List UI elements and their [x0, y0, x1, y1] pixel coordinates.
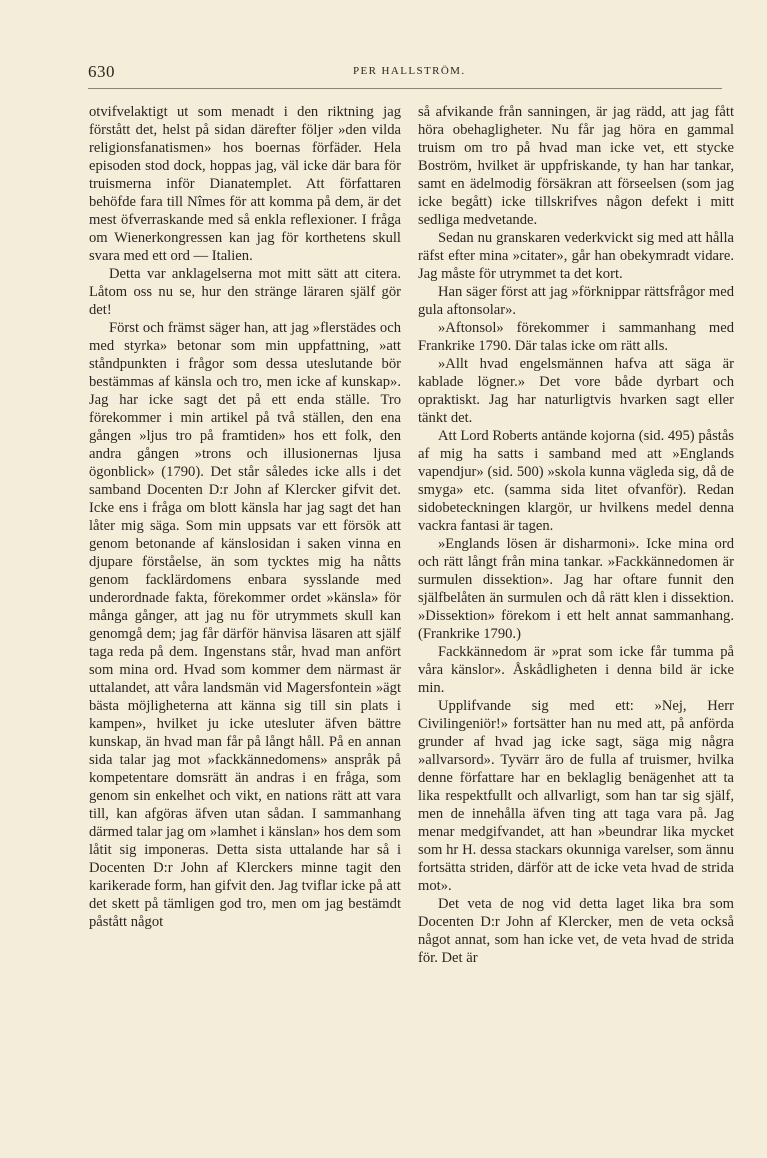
right-column — [418, 103, 734, 967]
paragraph: »Allt hvad engelsmännen hafva att säga är kablade lögner.» Det vore både dyrbart och opraktiskt. Jag har naturligtvis hvarken sagt eller tänkt det. — [418, 356, 734, 426]
left-column — [89, 103, 401, 931]
paragraph: »Englands lösen är disharmoni». Icke mina ord och rätt långt från mina tankar. »Fackkännedomen är surmulen dissektion». Jag har oftare funnit den själfbelåten än surmulen och då rätt klen i dissektion. »Dissektion» förekom i ett helt annat sammanhang. (Frankrike 1790.) — [418, 536, 734, 642]
paragraph: Upplifvande sig med ett: »Nej, Herr Civilingeniör!» fortsätter han nu med att, på anförda grunder af hvad jag icke sagt, säga mig några »allvarsord». Tyvärr äro de fulla af truismer, hvilka denne författare har en beklaglig benägenhet att ta lika respektfullt och allvarligt, som han tar sig själf, men de innehålla äfven ting att taga vara på. Jag menar medgifvandet, att han »beundrar lika mycket som hr H. dessa stackars okunniga varelser, som ännu fortsätta striden, därför att de icke veta hvad de strida mot». — [418, 698, 734, 894]
paragraph: Det veta de nog vid detta laget lika bra som Docenten D:r John af Klercker, men de veta också något annat, som han icke vet, de veta hvad de strida för. Det är — [418, 896, 734, 966]
paragraph: otvifvelaktigt ut som menadt i den riktning jag förstått det, helst på sidan därefter följer »den vilda religionsfanatismen» hos boernas förfäder. Hela episoden stod dock, hoppas jag, väl icke där bara för truismerna inför Dianatemplet. Att författaren behöfde fara till Nîmes för att komma på dem, är det mest öfverraskande med så enkla reflexioner. I fråga om Wienerkongressen kan jag för korthetens skull svara med ett ord — Italien. — [89, 104, 401, 264]
paragraph: »Aftonsol» förekommer i sammanhang med Frankrike 1790. Där talas icke om rätt alls. — [418, 320, 734, 354]
paragraph: Först och främst säger han, att jag »flerstädes och med styrka» betonar som min uppfattning, »att ståndpunkten i frågor som dessa uteslutande bör bestämmas af känsla och tro, men icke af kunskap». Jag har icke sagt det på ett enda ställe. Tro förekommer i min artikel på två ställen, den ena gången »ljus tro på framtiden» hos ett folk, den andra gången »trons och illusionernas ljusa ögonblick» (1790). Det står således icke alls i det samband Docenten D:r John af Klercker gifvit det. Icke ens i fråga om blott känsla har jag sagt det han låter mig säga. Som min uppsats var ett försök att genom betonande af känslosidan i saken vinna en djupare förståelse, än som tycktes mig ha nåtts genom facklärdomens enbara sysslande med underordnade fakta, förekommer ordet »känsla» för många gånger, att jag nu för utrymmets skull kan genomgå dem; jag får därför hänvisa läsaren att själf taga reda på dem. Ingenstans står, hvad man anfört som mina ord. Hvad som kommer dem närmast är uttalandet, att våra landsmän vid Magersfontein »ägt bästa möjligheterna att känna sig till sin plats i kampen», hvilket ju icke utesluter äfven bättre kunskap, än hvad man får på långt håll. På en annan sida talar jag mot »fackkännedomens» anspråk på kompetentare domsrätt än andras i en fråga, som genom sin enkelhet och vikt, en nations rätt att vara till, kan afgöras äfven utan sådan. I sammanhang därmed talar jag om »lamhet i känslan» hos dem som låtit sig imponeras. Detta sista uttalande har så i Docenten D:r John af Klerckers minne tagit den karikerade form, han gifvit den. Jag tviflar icke på att det skett på tämligen god tro, men om jag bestämdt påstått något — [89, 320, 401, 930]
paragraph: Att Lord Roberts antände kojorna (sid. 495) påstås af mig ha satts i samband med att »Englands vapendjur» (sid. 500) »skola kunna vägleda sig, då de smyga» etc. (samma sida litet ofvanför). Redan sidobeteckningen klargör, ur hvilkens medel denna vackra fantasi är tagen. — [418, 428, 734, 534]
paragraph: Han säger först att jag »förknippar rättsfrågor med gula aftonsolar». — [418, 284, 734, 318]
paragraph: så afvikande från sanningen, är jag rädd, att jag fått höra obehagligheter. Nu får jag höra en gammal truism om tro på hvad man icke vet, ett stycke Boström, hvilket är uppfriskande, ty han har tankar, samt en ädelmodig försäkran att förseelsen (som jag icke begått) icke tillskrifves någon defekt i mitt sedliga medvetande. — [418, 104, 734, 228]
page-number: 630 — [88, 62, 115, 81]
running-head: PER HALLSTRÖM. — [353, 65, 466, 77]
paragraph: Fackkännedom är »prat som icke får tumma på våra känslor». Åskådligheten i denna bild är icke min. — [418, 644, 734, 696]
paragraph: Sedan nu granskaren vederkvickt sig med att hålla räfst efter mina »citater», går han obekymradt vidare. Jag måste för utrymmet ta det kort. — [418, 230, 734, 282]
paragraph: Detta var anklagelserna mot mitt sätt att citera. Låtom oss nu se, hur den stränge läraren själf gör det! — [89, 266, 401, 318]
page-header — [88, 60, 722, 89]
